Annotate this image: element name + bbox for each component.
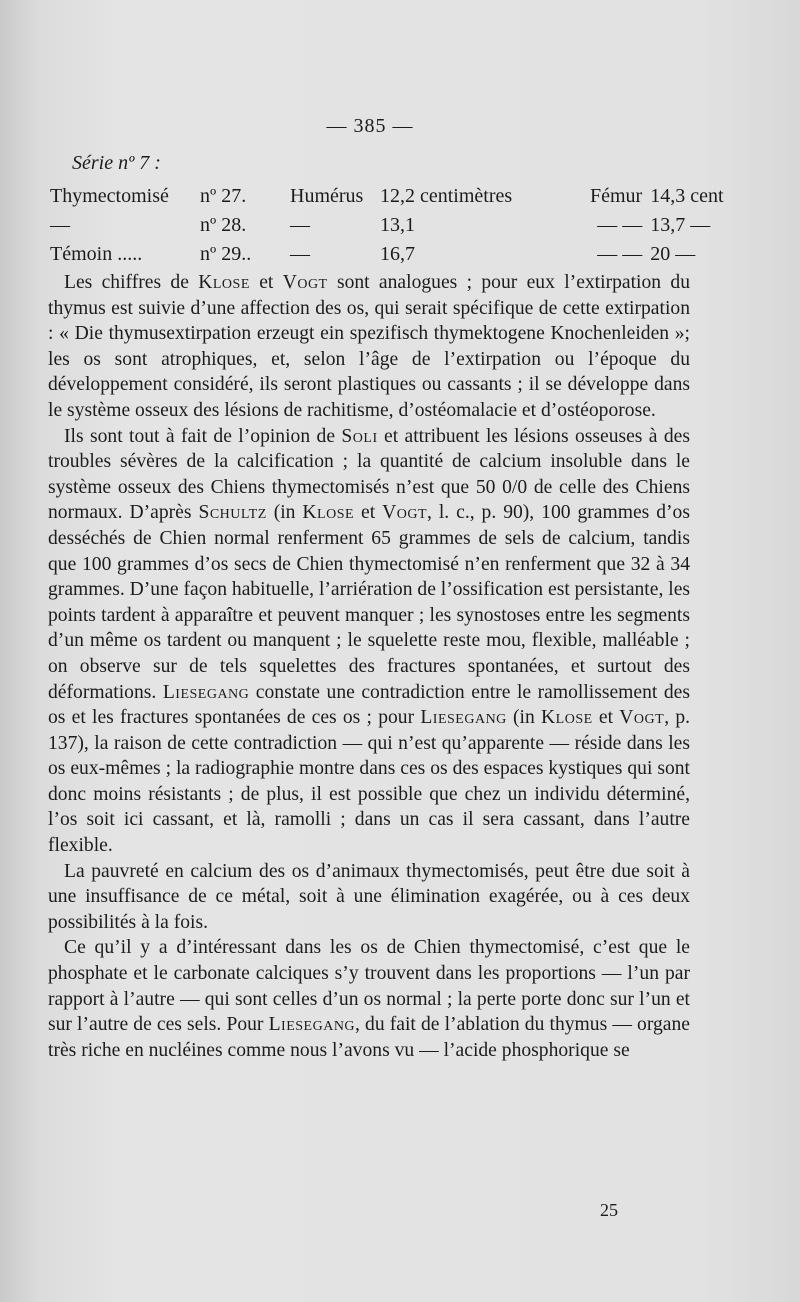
specimen-number: nº 27. [200,184,247,207]
femur-value: 20 — [650,242,696,265]
humerus-value: 13,1 [380,213,415,236]
paragraph [48,270,690,424]
author-name: Klose [541,707,593,729]
humerus-label: — [290,242,310,265]
body-text [48,270,690,1063]
humerus-value: 16,7 [380,242,415,265]
femur-label: — — [597,213,643,236]
row-label: — [50,213,70,236]
author-name: Liesegang [162,681,250,703]
page-number: — 385 — [326,115,414,137]
paragraph-text: Ce qu’il y a d’intéressant dans les os de Chien thymectomisé, c’est que le phosphate et le carbonate calciques s’y trouvent dans les proportions — l’un par rapport à l’autre — qui sont celles d’un os normal ; la perte porte donc sur l’un et sur l’autre de ces sels. Pour [48,937,690,1036]
paragraph-text: (in [266,502,303,524]
series-title: Série nº 7 : [72,152,161,174]
paragraph-text: Les chiffres de [64,272,199,293]
paragraph-text: , p. 137), la raison de cette contradiction — qui n’est qu’apparente — réside dans les os eux-mêmes ; la radiographie montre dans ces os des espaces kystiques qui sont donc moins résistants ; de plus, il est possible que chez un individu déterminé, l’os soit ici cassant, et là, ramolli ; dans un cas il sera cassant, dans l’autre flexible. [48,707,691,857]
author-name: Klose [302,502,355,524]
specimen-number: nº 28. [200,213,247,236]
paragraph-text: (in [506,707,542,729]
author-name: Vogt [619,707,665,729]
author-name: Vogt [382,502,428,524]
paragraph-text: et attribuent les lésions osseuses à des troubles sévères de la calcification ; la quantité de calcium insoluble dans le système osseux des Chiens thymectomisés n’est que 50 0/0 de celle des Chiens normaux. D’après [48,425,691,524]
author-name: Liesegang [268,1014,356,1036]
femur-value: 14,3 cent [650,184,724,207]
femur-label: Fémur [589,184,643,207]
author-name: Liesegang [420,707,507,729]
author-name: Schultz [198,502,267,524]
table-row [50,213,760,242]
paragraph [48,935,690,1063]
table-row [50,242,760,271]
author-name: Soli [341,425,378,447]
paragraph [48,424,690,859]
humerus-label: Humérus [290,184,364,207]
paragraph-text: constate une contradiction entre le ramollissement des os et les fractures spontanées de ces os ; pour [48,681,690,729]
paragraph-text: et [249,272,283,293]
paragraph-text: , l. c., p. 90), 100 grammes d’os desséchés de Chien normal renferment 65 grammes de sels de calcium, tandis que 100 grammes d’os secs de Chien thymectomisé n’en renferment que 32 à 34 grammes. D’une façon habituelle, l’arriération de l’ossification est persistante, les points tardent à apparaître et peuvent manquer ; les synostoses entre les segments d’un même os tardent ou manquent ; le squelette reste mou, flexible, malléable ; on observe sur de tels squelettes des fractures spontanées, et surtout des déformations. [48,502,691,703]
paragraph-text: sont analogues ; pour eux l’extirpation du thymus est suivie d’une affection des os, qui serait spécifique de cette extirpation : « Die thymusextirpation erzeugt ein spezifisch thymektogene Knochenleiden »; les os sont atrophiques, et, selon l’âge de l’extirpation ou l’époque du développement considéré, ils seront plastiques ou cassants ; il se développe dans le système osseux des lésions de rachitisme, d’ostéomalacie et d’ostéoporose. [48,272,690,421]
femur-label: — — [597,242,643,265]
signature-mark: 25 [600,1200,618,1220]
paragraph-text: , du fait de l’ablation du thymus — organe très riche en nucléines comme nous l’avons vu — l’acide phosphorique se [48,1014,690,1061]
specimen-number: nº 29.. [200,242,252,265]
paragraph-text: et [592,707,620,729]
row-label: Thymectomisé [50,184,169,207]
humerus-value: 12,2 centimètres [380,184,513,207]
paragraph-text: La pauvreté en calcium des os d’animaux thymectomisés, peut être due soit à une insuffisance de ce métal, soit à une élimination exagérée, ou à ces deux possibilités à la fois. [48,860,690,933]
table-row [50,184,760,213]
author-name: Klose [198,272,250,293]
row-label: Témoin ..... [50,242,143,265]
author-name: Vogt [282,272,328,293]
femur-value: 13,7 — [650,213,711,236]
paragraph [48,859,690,936]
humerus-label: — [290,213,310,236]
measurement-table [50,184,760,271]
paragraph-text: Ils sont tout à fait de l’opinion de [64,425,342,447]
paragraph-text: et [354,502,383,524]
